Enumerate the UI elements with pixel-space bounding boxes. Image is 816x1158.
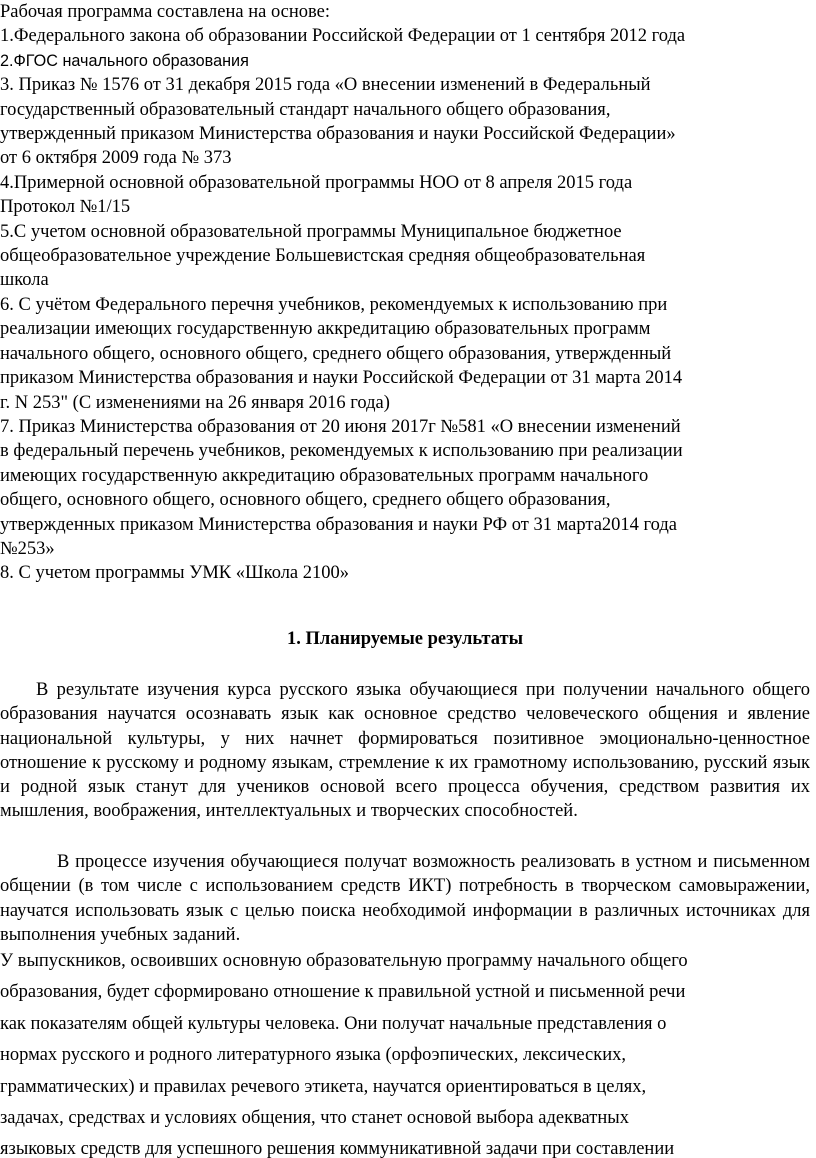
basis-item-7-line-1: 7. Приказ Министерства образования от 20 июня 2017г №581 «О внесении изменений — [0, 416, 681, 437]
basis-item-4-line-1: 4.Примерной основной образовательной программы НОО от 8 апреля 2015 года — [0, 172, 633, 193]
basis-item-3-line-1: 3. Приказ № 1576 от 31 декабря 2015 года «О внесении изменений в Федеральный — [0, 75, 651, 96]
section-heading: 1. Планируемые результаты — [286, 629, 524, 649]
paragraph-graduates — [0, 946, 810, 1158]
basis-item-3-line-3: утвержденный приказом Министерства образования и науки Российской Федерации» — [0, 124, 676, 145]
graduates-line-6: задачах, средствах и условиях общения, что станет основой выбора адекватных — [0, 1108, 629, 1129]
basis-item-1: 1.Федерального закона об образовании Российской Федерации от 1 сентября 2012 года — [0, 26, 686, 47]
basis-item-7-line-3: имеющих государственную аккредитацию образовательных программ начального — [0, 465, 649, 486]
basis-item-3-line-2: государственный образовательный стандарт начального общего образования, — [0, 99, 611, 120]
basis-item-5-line-2: общеобразовательное учреждение Большевистская средняя общеобразовательная — [0, 246, 646, 267]
graduates-line-2: образования, будет сформировано отношение к правильной устной и письменной речи — [0, 982, 686, 1003]
basis-item-5-line-1: 5.С учетом основной образовательной программы Муниципальное бюджетное — [0, 221, 622, 242]
basis-item-5-line-3: школа — [0, 270, 49, 291]
basis-item-7-line-5: утвержденных приказом Министерства образования и науки РФ от 31 марта2014 года — [0, 514, 678, 535]
basis-item-6-line-3: начального общего, основного общего, среднего общего образования, утвержденный — [0, 343, 672, 364]
graduates-line-1: У выпускников, освоивших основную образовательную программу начального общего — [0, 951, 688, 971]
graduates-line-4: нормах русского и родного литературного языка (орфоэпических, лексических, — [0, 1045, 626, 1066]
intro-line: Рабочая программа составлена на основе: — [0, 2, 331, 22]
graduates-line-3: как показателям общей культуры человека. Они получат начальные представления о — [0, 1013, 667, 1034]
basis-item-6-line-1: 6. С учётом Федерального перечня учебников, рекомендуемых к использованию при — [0, 294, 668, 315]
basis-item-6-line-2: реализации имеющих государственную аккредитацию образовательных программ — [0, 319, 651, 340]
graduates-line-5: грамматических) и правилах речевого этикета, научатся ориентироваться в целях, — [0, 1076, 647, 1097]
basis-item-2: 2.ФГОС начального образования — [0, 51, 249, 70]
basis-item-7-line-2: в федеральный перечень учебников, рекомендуемых к использованию при реализации — [0, 441, 683, 462]
paragraph-results: В результате изучения курса русского языка обучающиеся при получении начального общего образования научатся осознавать язык как основное средство человеческого общения и явление национальной культуры, у них начнет формироваться позитивное эмоционально-ценностное отношение к русскому и родному языкам, стремление к их грамотному использованию, русский язык и родной язык станут для учеников основой всего процесса обучения, средством развития их мышления, воображения, интеллектуальных и творческих способностей. — [0, 680, 810, 822]
basis-item-7-line-4: общего, основного общего, основного общего, среднего общего образования, — [0, 490, 611, 511]
basis-item-3-line-4: от 6 октября 2009 года № 373 — [0, 148, 232, 169]
graduates-line-7: языковых средств для успешного решения коммуникативной задачи при составлении — [0, 1139, 675, 1158]
basis-item-6-line-4: приказом Министерства образования и науки Российской Федерации от 31 марта 2014 — [0, 368, 683, 389]
basis-item-4-line-2: Протокол №1/15 — [0, 197, 131, 218]
basis-item-8: 8. С учетом программы УМК «Школа 2100» — [0, 563, 350, 584]
paragraph-opportunities: В процессе изучения обучающиеся получат возможность реализовать в устном и письменном общении (в том числе с использованием средств ИКТ) потребность в творческом самовыражении, научатся использовать язык с целью поиска необходимой информации в различных источниках для выполнения учебных заданий. — [0, 852, 810, 945]
basis-item-7-line-6: №253» — [0, 538, 55, 559]
basis-item-6-line-5: г. N 253" (С изменениями на 26 января 2016 года) — [0, 392, 390, 413]
